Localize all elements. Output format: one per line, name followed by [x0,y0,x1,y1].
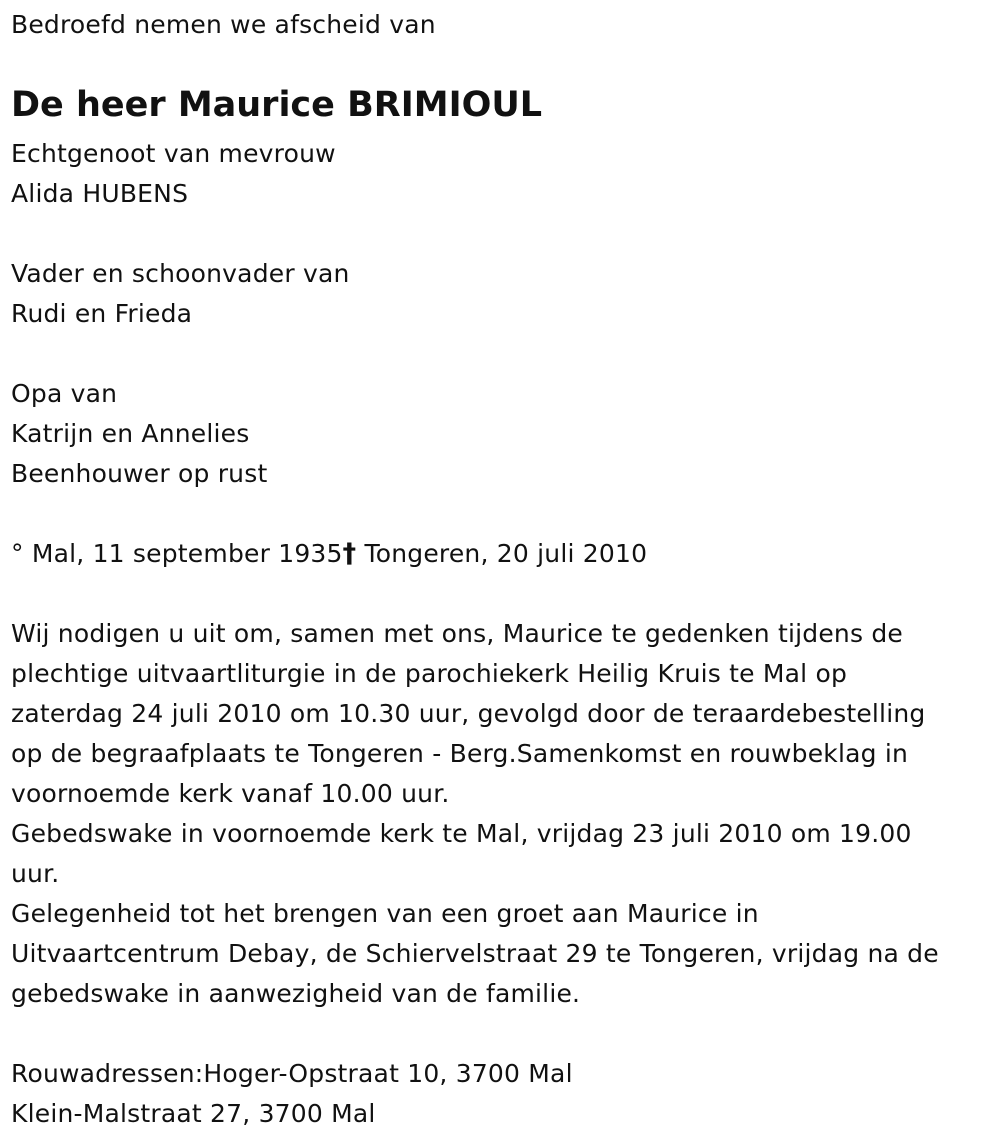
invitation-line: uur. [11,859,60,888]
invitation-line: op de begraafplaats te Tongeren - Berg.Samenkomst en rouwbeklag in [11,739,909,768]
birth-date: ° Mal, 11 september 1935 [11,539,343,568]
children-block [11,254,350,334]
spouse-line: Alida HUBENS [11,179,189,208]
invitation-line: zaterdag 24 juli 2010 om 10.30 uur, gevolgd door de teraardebestelling [11,699,926,728]
invitation-line: Gelegenheid tot het brengen van een groet aan Maurice in [11,899,759,928]
address-line: Klein-Malstraat 27, 3700 Mal [11,1099,376,1128]
grandchildren-block [11,374,267,494]
spouse-line: Echtgenoot van mevrouw [11,139,336,168]
deceased-name: De heer Maurice BRIMIOUL [11,85,543,125]
dates-line [11,534,647,574]
spouse-block [11,134,336,214]
dates-block [11,534,647,574]
children-line: Vader en schoonvader van [11,259,350,288]
invitation-line: gebedswake in aanwezigheid van de familie. [11,979,581,1008]
grandchildren-line: Katrijn en Annelies [11,419,250,448]
children-line: Rudi en Frieda [11,299,193,328]
death-date: Tongeren, 20 juli 2010 [356,539,648,568]
dagger-icon: † [342,538,357,569]
intro-text: Bedroefd nemen we afscheid van [11,10,436,39]
address-line: Rouwadressen:Hoger-Opstraat 10, 3700 Mal [11,1059,573,1088]
addresses-block [11,1054,573,1134]
occupation-line: Beenhouwer op rust [11,459,268,488]
invitation-line: Uitvaartcentrum Debay, de Schiervelstraat 29 te Tongeren, vrijdag na de [11,939,939,968]
invitation-block [11,614,939,1014]
invitation-line: plechtige uitvaartliturgie in de parochiekerk Heilig Kruis te Mal op [11,659,848,688]
invitation-line: voornoemde kerk vanaf 10.00 uur. [11,779,450,808]
invitation-line: Wij nodigen u uit om, samen met ons, Maurice te gedenken tijdens de [11,619,903,648]
grandchildren-line: Opa van [11,379,118,408]
invitation-line: Gebedswake in voornoemde kerk te Mal, vrijdag 23 juli 2010 om 19.00 [11,819,912,848]
